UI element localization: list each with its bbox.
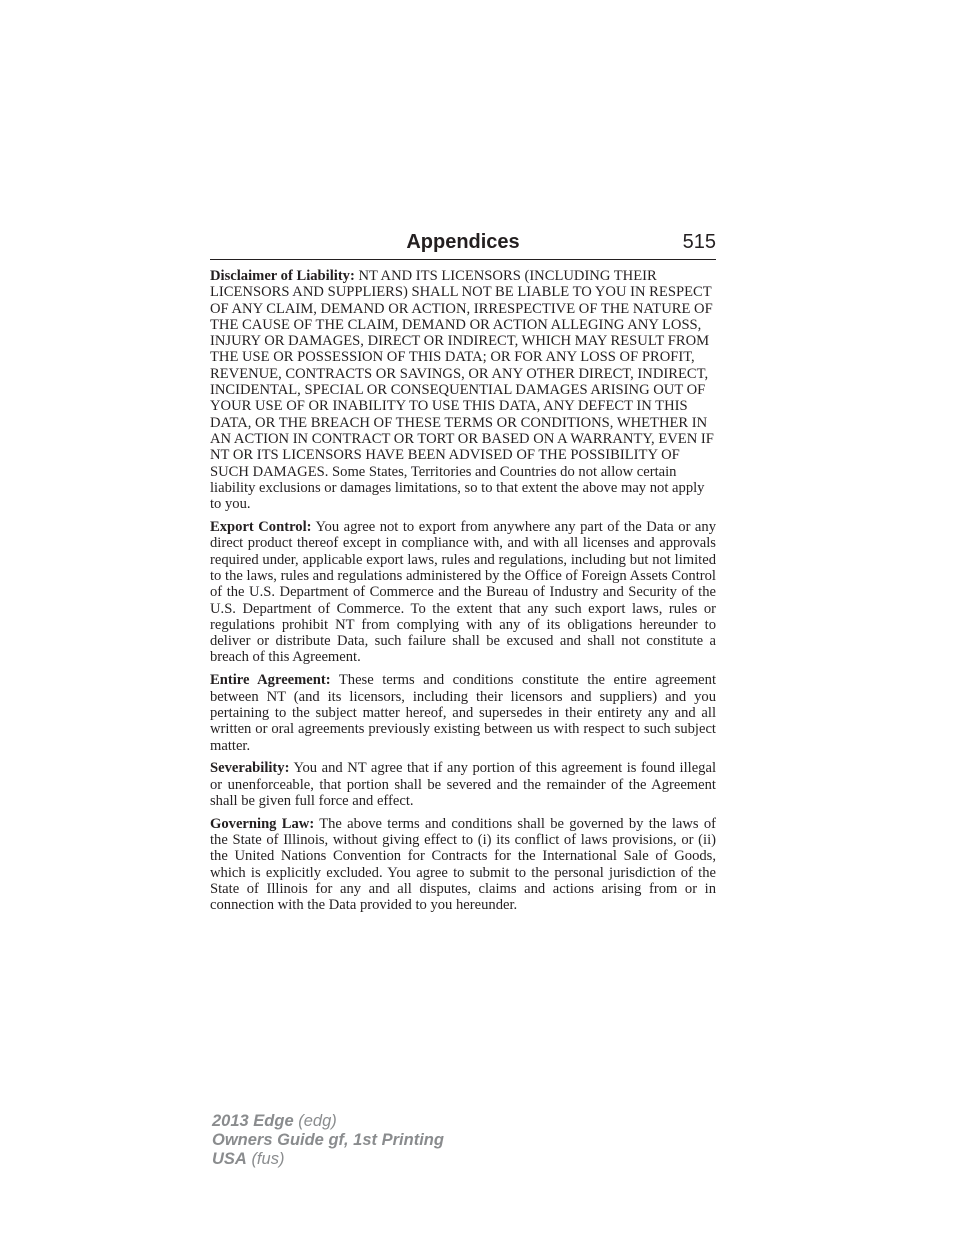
paragraph-term: Entire Agreement: xyxy=(210,672,331,689)
footer-market-code: (fus) xyxy=(251,1150,285,1168)
paragraph-body: You and NT agree that if any portion of this agreement is found illegal or unenforceable, that portion shall be severed and the remainder of the Agreement shall be given full force and effect. xyxy=(210,760,716,809)
paragraph-governing-law xyxy=(210,816,716,914)
paragraph-body: NT AND ITS LICENSORS (INCLUDING THEIR LICENSORS AND SUPPLIERS) SHALL NOT BE LIABLE TO YOU IN RESPECT OF ANY CLAIM, DEMAND OR ACTION, IRRESPECTIVE OF THE NATURE OF THE CAUSE OF THE CLAIM, DEMAND OR ACTION ALLEGING ANY LOSS, INJURY OR DAMAGES, DIRECT OR INDIRECT, WHICH MAY RESULT FROM THE USE OR POSSESSION OF THIS DATA; OR FOR ANY LOSS OF PROFIT, REVENUE, CONTRACTS OR SAVINGS, OR ANY OTHER DIRECT, INDIRECT, INCIDENTAL, SPECIAL OR CONSEQUENTIAL DAMAGES ARISING OUT OF YOUR USE OF OR INABILITY TO USE THIS DATA, ANY DEFECT IN THIS DATA, OR THE BREACH OF THESE TERMS OR CONDITIONS, WHETHER IN AN ACTION IN CONTRACT OR TORT OR BASED ON A WARRANTY, EVEN IF NT OR ITS LICENSORS HAVE BEEN ADVISED OF THE POSSIBILITY OF SUCH DAMAGES. Some States, Territories and Countries do not allow certain liability exclusions or damages limitations, so to that extent the above may not apply to you. xyxy=(210,268,714,513)
paragraph-export-control xyxy=(210,519,716,666)
footer-line-market xyxy=(212,1150,444,1169)
paragraph-term: Severability: xyxy=(210,760,290,777)
paragraph-term: Disclaimer of Liability: xyxy=(210,268,355,284)
paragraph-severability xyxy=(210,760,716,809)
paragraph-body: These terms and conditions constitute the entire agreement between NT (and its licensors, including their licensors and suppliers) and you pertaining to the subject matter hereof, and supersedes in their entirety any and all written or oral agreements previously existing between us with respect to such subject matter. xyxy=(210,672,716,754)
footer-market: USA xyxy=(212,1150,247,1168)
paragraph-body: You agree not to export from anywhere any part of the Data or any direct product thereof except in compliance with, and with all licenses and approvals required under, applicable export laws, rules and regulations, including but not limited to the laws, rules and regulations administered by the Office of Foreign Assets Control of the U.S. Department of Commerce and the Bureau of Industry and Security of the U.S. Department of Commerce. To the extent that any such export laws, rules or regulations prohibit NT from complying with any of its obligations hereunder to deliver or distribute Data, such failure shall be excused and shall not constitute a breach of this Agreement. xyxy=(210,519,716,666)
page-number: 515 xyxy=(682,231,716,253)
paragraph-body: The above terms and conditions shall be governed by the laws of the State of Illinois, without giving effect to (i) its conflict of laws provisions, or (ii) the United Nations Convention for Contracts for the International Sale of Goods, which is explicitly excluded. You agree to submit to the personal jurisdiction of the State of Illinois for any and all disputes, claims and actions arising from or in connection with the Data provided to you hereunder. xyxy=(210,815,716,914)
footer-line-guide: Owners Guide gf, 1st Printing xyxy=(212,1131,444,1149)
footer-model-code: (edg) xyxy=(298,1112,337,1130)
paragraph-term: Governing Law: xyxy=(210,815,315,832)
paragraph-entire-agreement xyxy=(210,672,716,753)
document-body xyxy=(210,268,716,920)
page-footer xyxy=(212,1112,444,1169)
footer-model: 2013 Edge xyxy=(212,1112,294,1130)
page-header xyxy=(210,229,716,260)
footer-line-model xyxy=(212,1112,444,1131)
section-title: Appendices xyxy=(406,231,520,253)
paragraph-term: Export Control: xyxy=(210,519,312,536)
paragraph-disclaimer-of-liability xyxy=(210,268,716,512)
